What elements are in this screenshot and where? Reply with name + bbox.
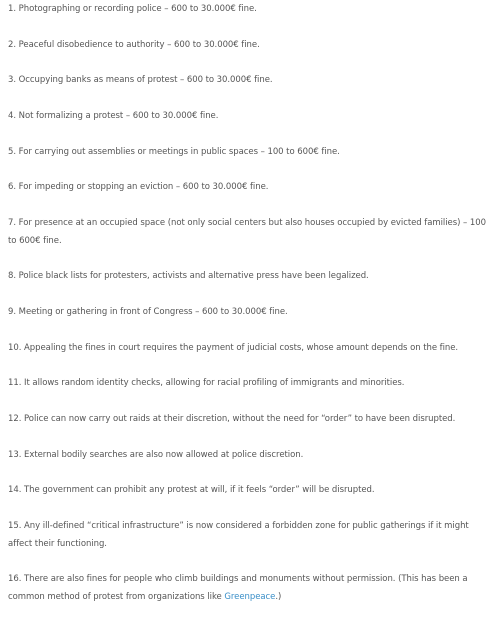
list-item: 8. Police black lists for protesters, activists and alternative press have been legalized. xyxy=(8,271,369,282)
list-item: 12. Police can now carry out raids at their discretion, without the need for “order” to have been disrupted. xyxy=(8,414,456,425)
list-item-text-end: .) xyxy=(275,591,282,602)
list-item: 2. Peaceful disobedience to authority – 600 to 30.000€ fine. xyxy=(8,39,260,50)
greenpeace-link[interactable]: Greenpeace xyxy=(224,591,276,602)
list-item-text: 16. There are also fines for people who climb buildings and monuments without permission. (This has been a common method of protest from organizations like xyxy=(8,574,468,602)
list-item: 1. Photographing or recording police – 600 to 30.000€ fine. xyxy=(8,4,257,14)
list-item: 15. Any ill-defined “critical infrastructure” is now considered a forbidden zone for public gatherings if it might affect their functioning. xyxy=(8,521,469,549)
list-item: 3. Occupying banks as means of protest – 600 to 30.000€ fine. xyxy=(8,75,273,86)
list-item: 13. External bodily searches are also now allowed at police discretion. xyxy=(8,449,304,460)
list-item: 10. Appealing the fines in court requires the payment of judicial costs, whose amount depends on the fine. xyxy=(8,342,459,353)
list-item: 11. It allows random identity checks, allowing for racial profiling of immigrants and minorities. xyxy=(8,378,405,389)
list-item: 5. For carrying out assemblies or meetings in public spaces – 100 to 600€ fine. xyxy=(8,146,340,157)
list-item xyxy=(8,571,489,606)
list-item: 4. Not formalizing a protest – 600 to 30.000€ fine. xyxy=(8,111,219,122)
list-item: 7. For presence at an occupied space (not only social centers but also houses occupied by evicted families) – 100 to 600€ fine. xyxy=(8,218,486,246)
list-item: 6. For impeding or stopping an eviction – 600 to 30.000€ fine. xyxy=(8,182,269,193)
list-item: 9. Meeting or gathering in front of Congress – 600 to 30.000€ fine. xyxy=(8,307,288,317)
list-item: 14. The government can prohibit any protest at will, if it feels “order” will be disrupted. xyxy=(8,485,375,496)
